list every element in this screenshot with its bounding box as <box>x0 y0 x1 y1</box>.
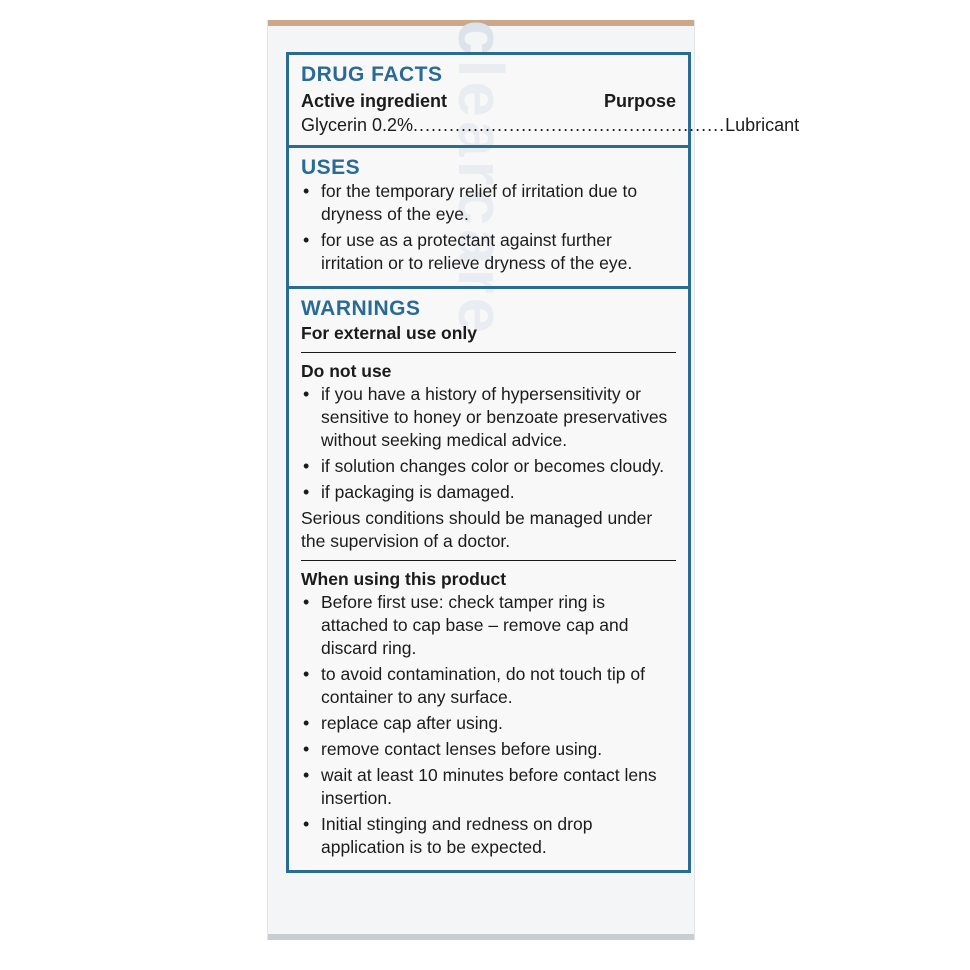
leader-dots: .................................................... <box>413 115 726 135</box>
divider <box>301 560 676 561</box>
list-item: • for use as a protectant against further irritation or to relieve dryness of the eye. <box>301 229 676 275</box>
drug-facts-section <box>289 55 800 145</box>
list-item: • to avoid contamination, do not touch tip of container to any surface. <box>301 663 676 709</box>
when-using-heading: When using this product <box>301 569 507 589</box>
active-ingredient-label: Active ingredient <box>301 91 448 111</box>
list-item: • replace cap after using. <box>301 712 676 735</box>
list-item: • if solution changes color or becomes cloudy. <box>301 455 676 478</box>
watermark-text: clearcare <box>445 20 517 338</box>
list-item: • remove contact lenses before using. <box>301 738 676 761</box>
ingredient-purpose: Lubricant <box>725 115 800 135</box>
serious-conditions-note: Serious conditions should be managed under the supervision of a doctor. <box>301 508 653 551</box>
ingredient-row <box>301 113 800 137</box>
external-use-text: For external use only <box>301 323 478 343</box>
list-item: • if you have a history of hypersensitivity or sensitive to honey or benzoate preservatives without seeking medical advice. <box>301 383 676 452</box>
do-not-use-heading: Do not use <box>301 361 392 381</box>
uses-list <box>301 180 676 275</box>
when-using-list <box>301 591 676 859</box>
uses-section <box>289 145 688 286</box>
purpose-label: Purpose <box>603 91 676 111</box>
list-item: • Before first use: check tamper ring is attached to cap base – remove cap and discard ring. <box>301 591 676 660</box>
list-item: • Initial stinging and redness on drop application is to be expected. <box>301 813 676 859</box>
drug-facts-panel <box>286 52 800 873</box>
ingredient-header-row <box>301 89 676 113</box>
list-item: • for the temporary relief of irritation due to dryness of the eye. <box>301 180 676 226</box>
ingredient-name: Glycerin 0.2% <box>301 115 414 135</box>
warnings-section <box>289 286 688 870</box>
warnings-title: WARNINGS <box>301 297 421 320</box>
do-not-use-list <box>301 383 676 504</box>
drug-facts-title: DRUG FACTS <box>301 63 443 86</box>
divider <box>301 352 676 353</box>
list-item: • if packaging is damaged. <box>301 481 676 504</box>
uses-title: USES <box>301 156 361 179</box>
package-bottom-edge <box>268 934 694 940</box>
list-item: • wait at least 10 minutes before contact lens insertion. <box>301 764 676 810</box>
package-top-edge <box>268 20 694 26</box>
